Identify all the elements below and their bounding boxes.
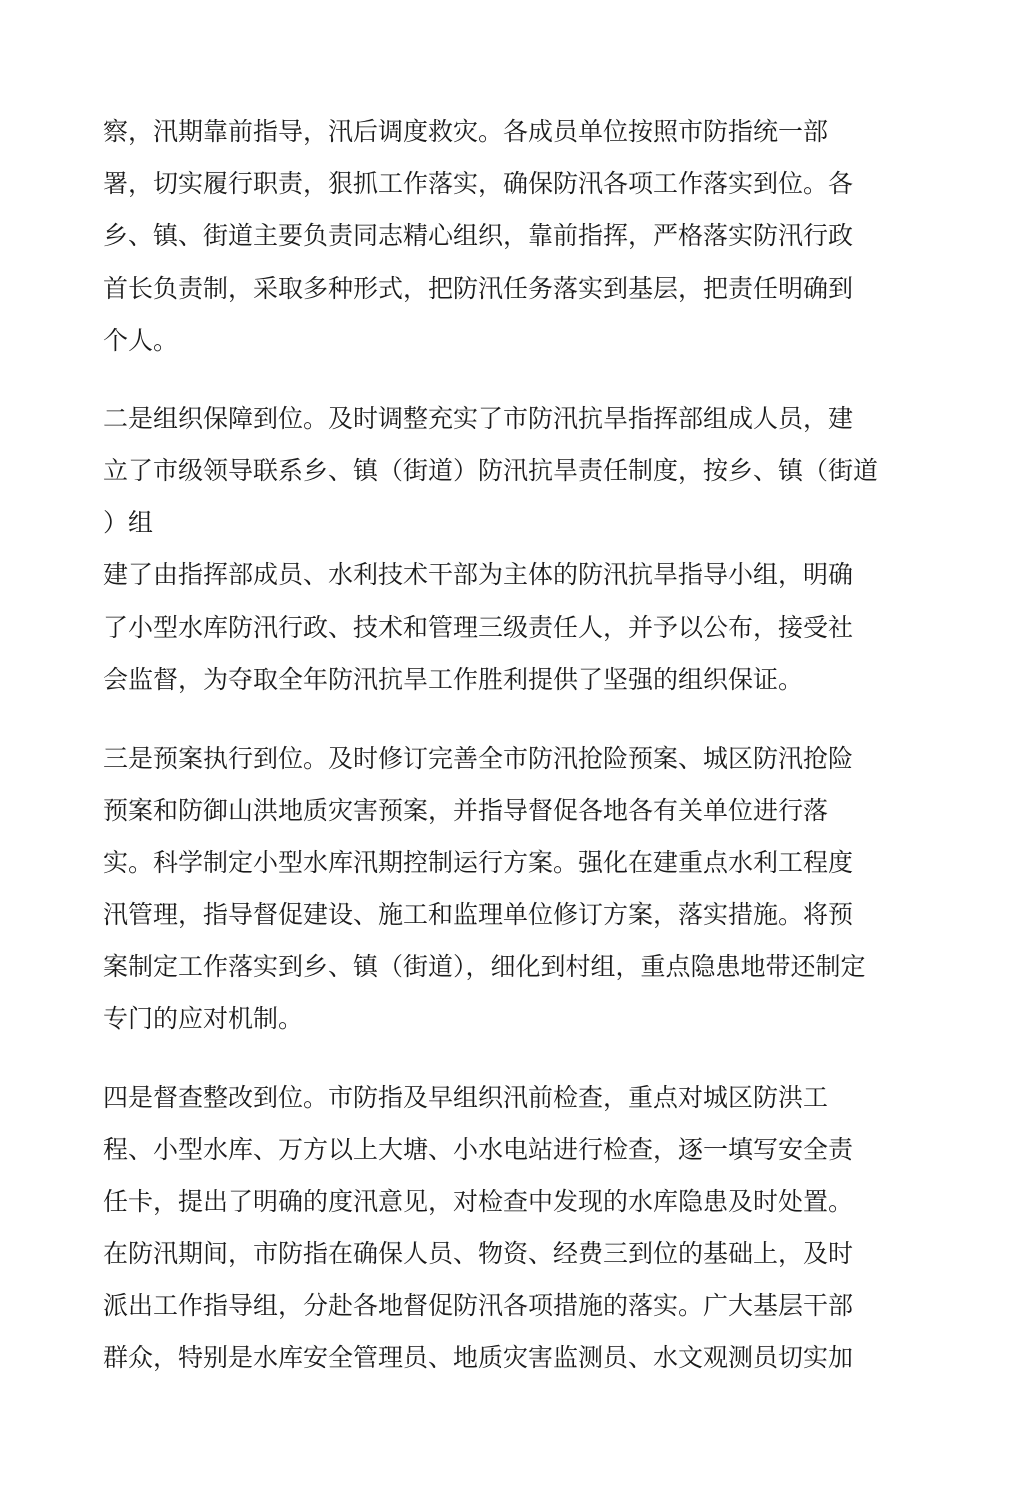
- paragraph-1-line-5: 个人。: [103, 326, 179, 355]
- paragraph-2-line-3: ）组: [103, 508, 154, 537]
- paragraph-4-line-4: 在防汛期间，市防指在确保人员、物资、经费三到位的基础上，及时: [103, 1239, 854, 1268]
- paragraph-2-line-4: 建了由指挥部成员、水利技术干部为主体的防汛抗旱指导小组，明确: [103, 560, 854, 589]
- paragraph-4-line-2: 程、小型水库、万方以上大塘、小水电站进行检查，逐一填写安全责: [103, 1135, 854, 1164]
- paragraph-3-line-1: 三是预案执行到位。及时修订完善全市防汛抢险预案、城区防汛抢险: [103, 744, 854, 773]
- paragraph-2-line-1: 二是组织保障到位。及时调整充实了市防汛抗旱指挥部组成人员，建: [103, 404, 854, 433]
- paragraph-1-line-1: 察，汛期靠前指导，汛后调度救灾。各成员单位按照市防指统一部: [103, 117, 829, 146]
- paragraph-2-line-5: 了小型水库防汛行政、技术和管理三级责任人，并予以公布，接受社: [103, 613, 854, 642]
- paragraph-4-line-1: 四是督查整改到位。市防指及早组织汛前检查，重点对城区防洪工: [103, 1083, 829, 1112]
- paragraph-4-line-6: 群众，特别是水库安全管理员、地质灾害监测员、水文观测员切实加: [103, 1343, 854, 1372]
- paragraph-3-line-6: 专门的应对机制。: [103, 1004, 304, 1033]
- paragraph-1-line-3: 乡、镇、街道主要负责同志精心组织，靠前指挥，严格落实防汛行政: [103, 221, 854, 250]
- paragraph-3-line-2: 预案和防御山洪地质灾害预案，并指导督促各地各有关单位进行落: [103, 796, 829, 825]
- paragraph-1-line-2: 署，切实履行职责，狠抓工作落实，确保防汛各项工作落实到位。各: [103, 169, 854, 198]
- paragraph-2-line-2: 立了市级领导联系乡、镇（街道）防汛抗旱责任制度，按乡、镇（街道: [103, 456, 879, 485]
- paragraph-4-line-5: 派出工作指导组，分赴各地督促防汛各项措施的落实。广大基层干部: [103, 1291, 854, 1320]
- paragraph-2-line-6: 会监督，为夺取全年防汛抗旱工作胜利提供了坚强的组织保证。: [103, 665, 804, 694]
- paragraph-3-line-5: 案制定工作落实到乡、镇（街道），细化到村组，重点隐患地带还制定: [103, 952, 866, 981]
- paragraph-4-line-3: 任卡，提出了明确的度汛意见，对检查中发现的水库隐患及时处置。: [103, 1187, 854, 1216]
- paragraph-1-line-4: 首长负责制，采取多种形式，把防汛任务落实到基层，把责任明确到: [103, 274, 854, 303]
- paragraph-3-line-3: 实。科学制定小型水库汛期控制运行方案。强化在建重点水利工程度: [103, 848, 854, 877]
- paragraph-3-line-4: 汛管理，指导督促建设、施工和监理单位修订方案，落实措施。将预: [103, 900, 854, 929]
